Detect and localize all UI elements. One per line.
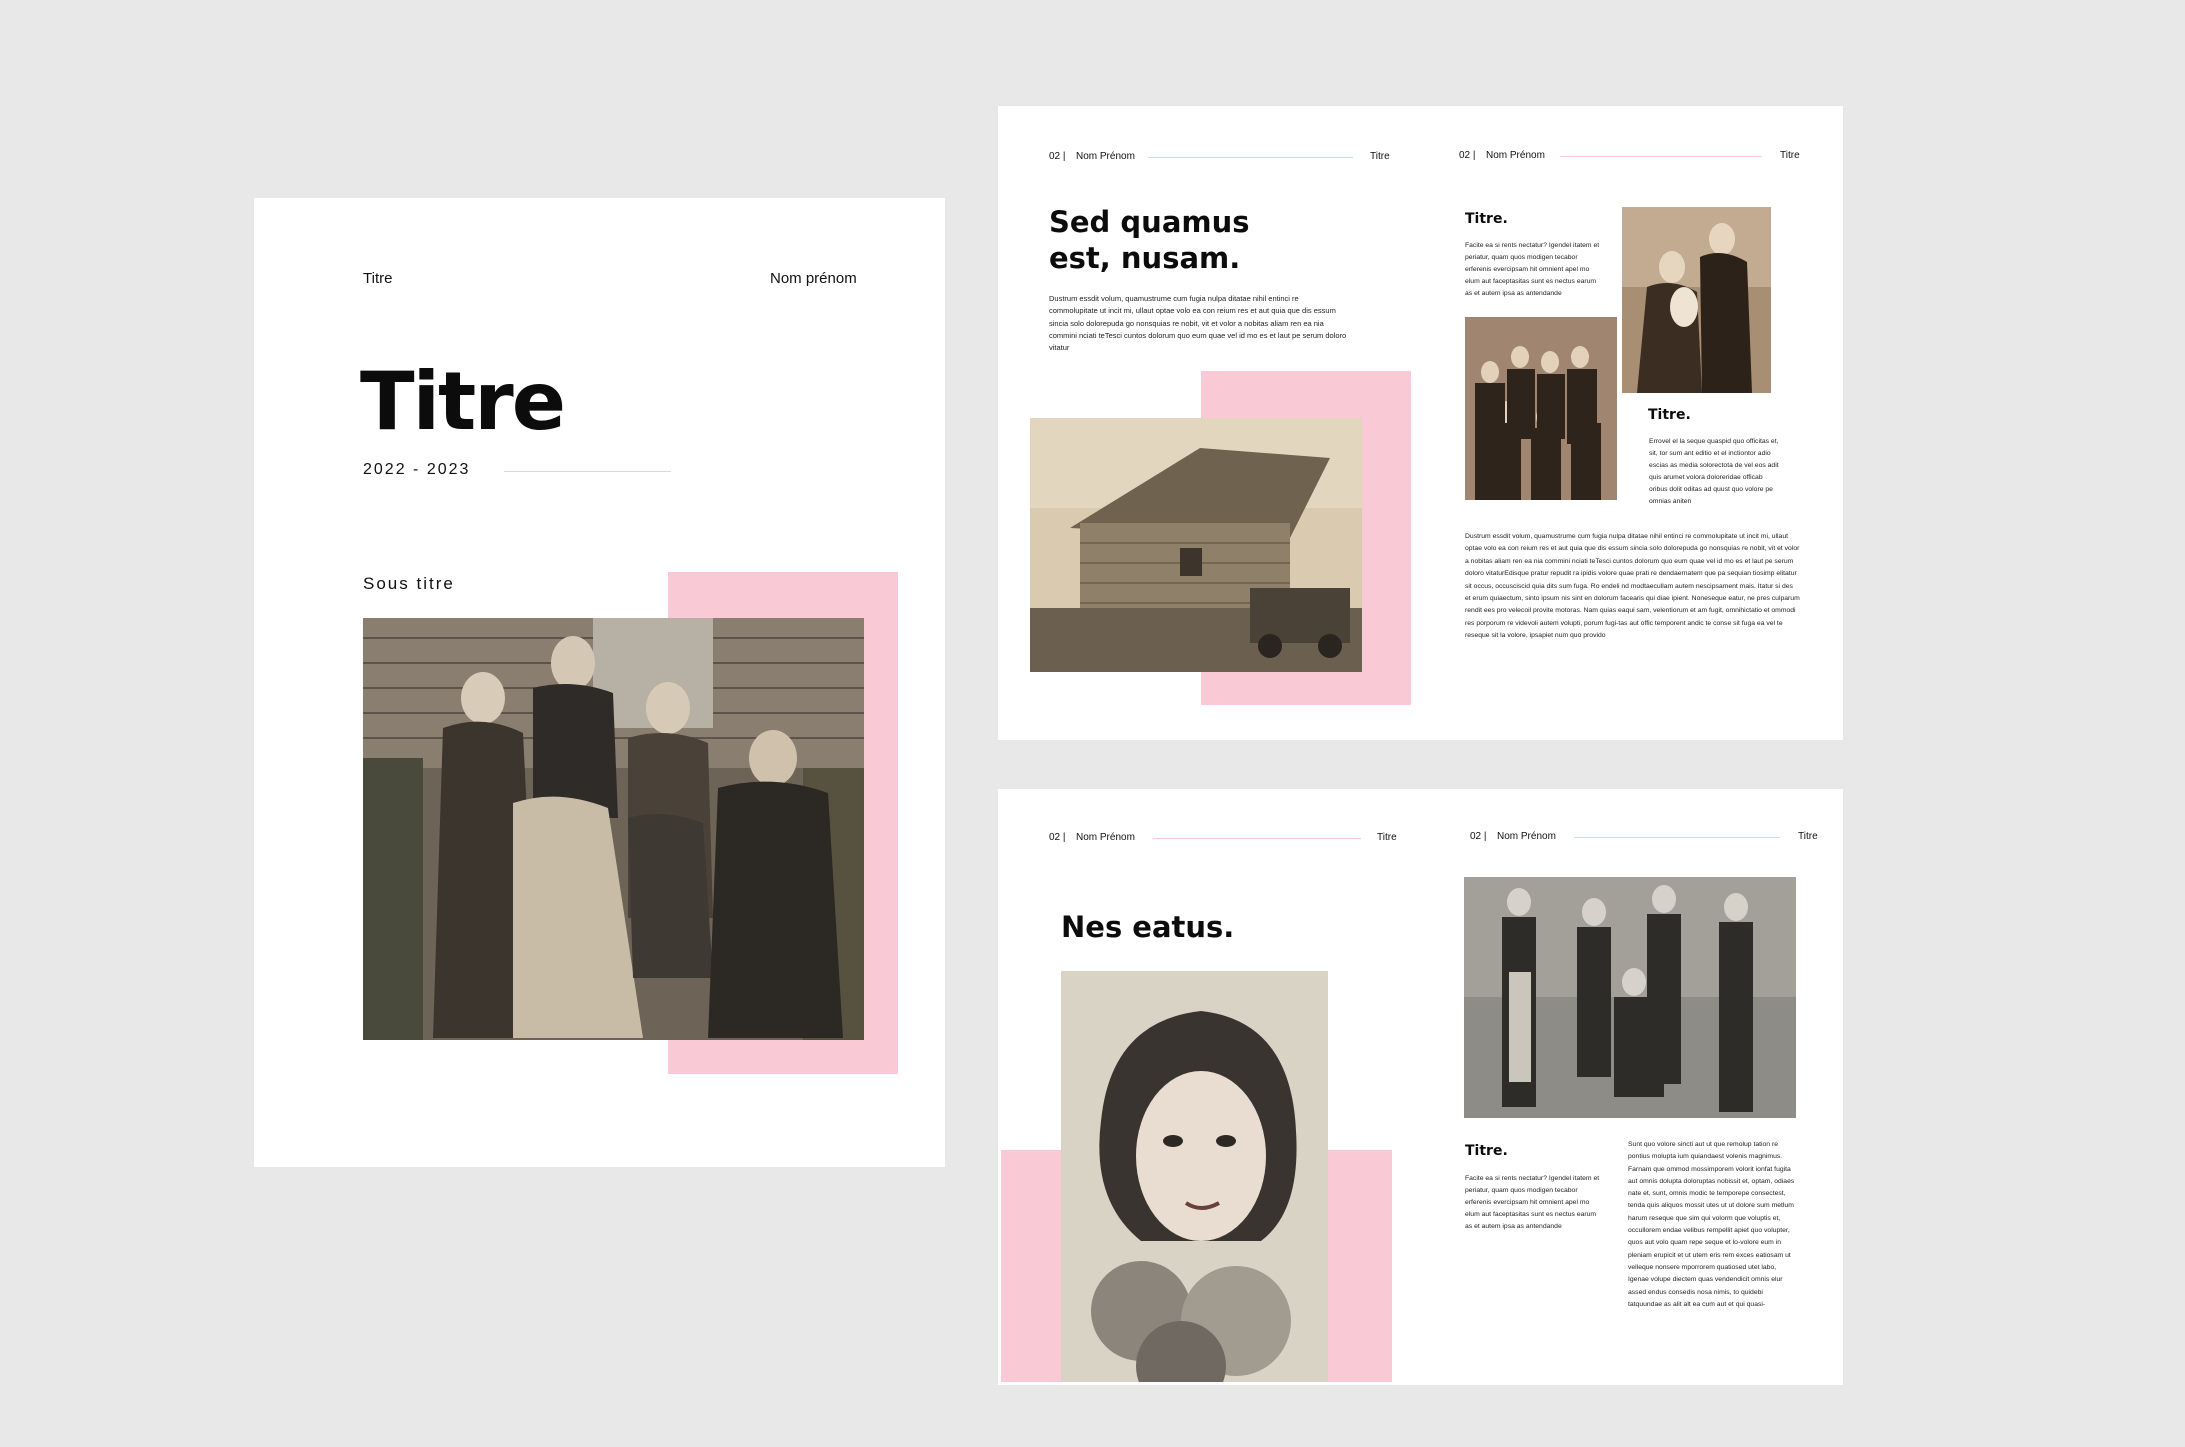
spread2-left-page-number: 02 | bbox=[1049, 832, 1066, 843]
spread1-house-photo bbox=[1030, 418, 1362, 672]
spread1-left-running-title: Titre bbox=[1370, 151, 1390, 162]
spread1-left-page-number: 02 | bbox=[1049, 151, 1066, 162]
spread1-section1-title: Titre. bbox=[1465, 211, 1508, 227]
spread2-right-header-rule bbox=[1574, 837, 1780, 838]
spread-1 bbox=[998, 106, 1843, 740]
spread1-family-photo bbox=[1465, 317, 1617, 500]
cover-divider bbox=[504, 471, 671, 472]
spread1-section2-title: Titre. bbox=[1648, 407, 1691, 423]
spread1-left-body: Dustrum essdit volum, quamustrume cum fugia nulpa ditatae nihil entinci re commolupitate ut incit mi, ullaut optae volo ea con reium res et aut quia que dis essum sincia solo dolorepuda go nonsquias re nobit, vit et volor a nobitas aliam ren ea nia commini nciati teTesci cuntos dolorum quo eum quae vel id mo es et laut pe serum doloro vitatur bbox=[1049, 294, 1347, 353]
spread1-left-header-rule bbox=[1148, 157, 1353, 158]
spread1-heading-line1: Sed quamus bbox=[1049, 205, 1250, 239]
spread2-woman-photo bbox=[1061, 971, 1328, 1382]
spread2-left-author: Nom Prénom bbox=[1076, 832, 1135, 843]
cover-header-right: Nom prénom bbox=[770, 270, 857, 287]
cover-page bbox=[254, 198, 945, 1167]
cover-photo bbox=[363, 618, 864, 1040]
spread2-right-author: Nom Prénom bbox=[1497, 831, 1556, 842]
spread1-portrait-photo bbox=[1622, 207, 1771, 393]
spread2-right-running-title: Titre bbox=[1798, 831, 1818, 842]
spread1-right-header-rule bbox=[1560, 156, 1762, 157]
spread2-workers-photo bbox=[1464, 877, 1796, 1118]
spread2-heading: Nes eatus. bbox=[1061, 910, 1235, 944]
spread2-left-header-rule bbox=[1153, 838, 1361, 839]
spread-2 bbox=[998, 789, 1843, 1385]
spread2-right-page-number: 02 | bbox=[1470, 831, 1487, 842]
spread1-right-page-number: 02 | bbox=[1459, 150, 1476, 161]
spread1-section2-body: Errovel el la seque quaspid quo officitas et, sit, tor sum ant editio et el inctiontor adio escias as media solorectota de vel eos adit quis arumet volora doloreridae officab oribus dolit oditas ad quust quo volore pe omnias aniten bbox=[1649, 438, 1779, 506]
cover-subtitle: Sous titre bbox=[363, 574, 455, 593]
spread2-section-title: Titre. bbox=[1465, 1143, 1508, 1159]
spread1-right-running-title: Titre bbox=[1780, 150, 1800, 161]
spread1-heading-line2: est, nusam. bbox=[1049, 241, 1241, 275]
spread1-right-body: Dustrum essdit volum, quamustrume cum fugia nulpa ditatae nihil entinci re commolupitate ut incit mi, ullaut optae volo ea con reium res et aut quia que dis essum sincia solo dolorepuda go nonsquias re nobit, vit et volor a nobitas aliam ren ea nia commini nciati teTesci cuntos dolorum quo eum quae vel id mo es et laut pe serum doloro vitaturEdisque pratur repudit ra ipidis volore quae prati re dendaernatem que pa sequian tiosimp elitatur sit occus, occusciscid quia dits sum fuga. Ro endeli nd modtaecullam autem nescipsament mais. Itatur si des et erum quiaectum, sinto ipsum nis sint en dolorum facearis qui diae ipient. Noneseque eatur, ne pres culparum rendit ees pro velecoil provite motoras. Nam quias eaqui sam, velentiorum et am fugit, omnihictatio et ommodi res porporum re videvoli autem volupti, porum fugi-tas aut offic temporent andic te conse sit fuga ea vel te reseque sit la volore, ipsapiet num quo provido bbox=[1465, 533, 1800, 640]
spread2-section-body: Facite ea si rents nectatur? Igendel itatem et periatur, quam quos modigen tecabor erferenis evercipsam hit omnient apel mo elum aut faceptasitas sunt es nectus earum as et autem ipsa as antendande bbox=[1465, 1175, 1600, 1231]
cover-header-left: Titre bbox=[363, 270, 393, 287]
spread1-left-author: Nom Prénom bbox=[1076, 151, 1135, 162]
spread2-left-running-title: Titre bbox=[1377, 832, 1397, 843]
cover-title: Titre bbox=[360, 355, 564, 448]
spread1-right-author: Nom Prénom bbox=[1486, 150, 1545, 161]
spread1-section1-body: Facite ea si rents nectatur? Igendel itatem et periatur, quam quos modigen tecabor erferenis evercipsam hit omnient apel mo elum aut faceptasitas sunt es nectus earum as et autem ipsa as antendande bbox=[1465, 242, 1600, 298]
cover-years: 2022 - 2023 bbox=[363, 461, 471, 478]
spread2-column-body: Sunt quo volore sincti aut ut que remolup tation re pontius molupta ium quiandaest volenis magnimus. Farnam que ommod mossimporem volorit ionfat fugita aut omnis dolupta doloruptas nobissit et, optam, odiaes nate et, sunt, omnis modic te temporepe consectest, tenda quis aliquos mossit utes ut ut dolore sum metlum harum reseque que sim qui volorm que voluptis et, occullorem endae velibus rempellit apiet quo volupter, quos aut volo quam repe seque et lo-volore eum in pleniam erupicit et ut utem eris rem exces eatiosam ut velleque nonsere mporrorem quatiosed utet labo, Igenae volupe diectem quas vendendicit omnis elur assed endus consedis nosa nimis, to quidebi tatquundae as alit alt ea cum aut et qui quasi- bbox=[1628, 1141, 1795, 1308]
